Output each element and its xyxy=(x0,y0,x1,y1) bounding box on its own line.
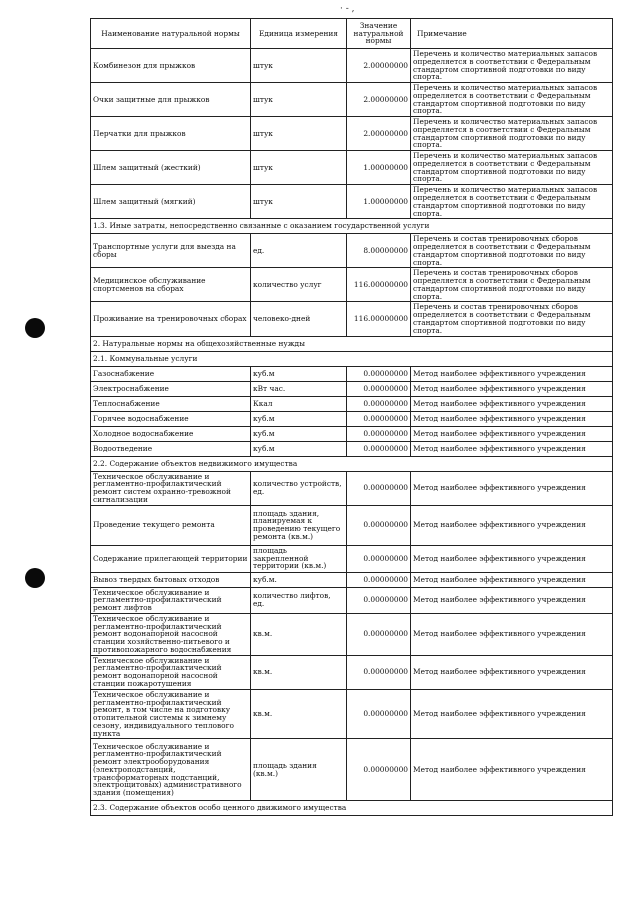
cell-note: Метод наиболее эффективного учреждения xyxy=(411,572,613,587)
cell-name: Техническое обслуживание и регламентно-профилактический ремонт водонапорной насосной станции хозяйственно-питьевого и противопожарного водоснабжения xyxy=(91,613,251,655)
section-2-2-title: 2.2. Содержание объектов недвижимого имущества xyxy=(91,456,613,471)
table-row xyxy=(91,302,613,336)
cell-value: 0.00000000 xyxy=(347,587,411,613)
cell-value: 0.00000000 xyxy=(347,441,411,456)
cell-note: Метод наиболее эффективного учреждения xyxy=(411,441,613,456)
table-row xyxy=(91,366,613,381)
cell-value: 0.00000000 xyxy=(347,572,411,587)
cell-unit: штук xyxy=(251,185,347,219)
cell-unit: штук xyxy=(251,151,347,185)
cell-unit: количество устройств, ед. xyxy=(251,471,347,505)
cell-unit: площадь здания, планируемая к проведению текущего ремонта (кв.м.) xyxy=(251,505,347,545)
cell-value: 0.00000000 xyxy=(347,381,411,396)
cell-value: 0.00000000 xyxy=(347,739,411,801)
cell-note: Перечень и состав тренировочных сборов определяется в соответствии с Федеральным стандартом спортивной подготовки по виду спорта. xyxy=(411,302,613,336)
cell-value: 0.00000000 xyxy=(347,471,411,505)
section-1-3-title: 1.3. Иные затраты, непосредственно связанные с оказанием государственной услуги xyxy=(91,219,613,234)
cell-name: Теплоснабжение xyxy=(91,396,251,411)
cell-unit: кв.м. xyxy=(251,655,347,689)
table-row xyxy=(91,689,613,739)
table-row xyxy=(91,151,613,185)
cell-unit: кв.м. xyxy=(251,689,347,739)
section-2-title: 2. Натуральные нормы на общехозяйственные нужды xyxy=(91,336,613,351)
cell-value: 2.00000000 xyxy=(347,49,411,83)
cell-name: Техническое обслуживание и регламентно-профилактический ремонт водонапорной насосной станции пожаротушения xyxy=(91,655,251,689)
cell-value: 0.00000000 xyxy=(347,689,411,739)
cell-value: 0.00000000 xyxy=(347,613,411,655)
cell-note: Перечень и количество материальных запасов определяется в соответствии с Федеральным стандартом спортивной подготовки по виду спорта. xyxy=(411,49,613,83)
cell-unit: куб.м. xyxy=(251,572,347,587)
cell-value: 1.00000000 xyxy=(347,151,411,185)
cell-unit: количество лифтов, ед. xyxy=(251,587,347,613)
cell-value: 116.00000000 xyxy=(347,268,411,302)
cell-name: Техническое обслуживание и регламентно-профилактический ремонт, в том числе на подготовку отопительной системы к зимнему сезону, индивидуального теплового пункта xyxy=(91,689,251,739)
cell-name: Шлем защитный (жесткий) xyxy=(91,151,251,185)
cell-note: Метод наиболее эффективного учреждения xyxy=(411,366,613,381)
cell-name: Холодное водоснабжение xyxy=(91,426,251,441)
cell-note: Перечень и состав тренировочных сборов определяется в соответствии с Федеральным стандартом спортивной подготовки по виду спорта. xyxy=(411,268,613,302)
cell-name: Медицинское обслуживание спортсменов на сборах xyxy=(91,268,251,302)
cell-name: Шлем защитный (мягкий) xyxy=(91,185,251,219)
cell-value: 8.00000000 xyxy=(347,234,411,268)
cell-value: 0.00000000 xyxy=(347,505,411,545)
punch-hole xyxy=(25,318,45,338)
cell-note: Перечень и количество материальных запасов определяется в соответствии с Федеральным стандартом спортивной подготовки по виду спорта. xyxy=(411,151,613,185)
cell-name: Очки защитные для прыжков xyxy=(91,83,251,117)
section-row xyxy=(91,456,613,471)
cell-unit: куб.м xyxy=(251,441,347,456)
cell-note: Метод наиболее эффективного учреждения xyxy=(411,655,613,689)
cell-name: Техническое обслуживание и регламентно-профилактический ремонт лифтов xyxy=(91,587,251,613)
section-row xyxy=(91,336,613,351)
cell-value: 0.00000000 xyxy=(347,545,411,572)
cell-name: Электроснабжение xyxy=(91,381,251,396)
cell-unit: человеко-дней xyxy=(251,302,347,336)
cell-note: Метод наиболее эффективного учреждения xyxy=(411,689,613,739)
page-top-marks: · - , xyxy=(340,4,355,14)
section-row xyxy=(91,219,613,234)
cell-name: Проживание на тренировочных сборах xyxy=(91,302,251,336)
cell-value: 0.00000000 xyxy=(347,655,411,689)
cell-unit: ед. xyxy=(251,234,347,268)
cell-unit: площадь закрепленной территории (кв.м.) xyxy=(251,545,347,572)
table-row xyxy=(91,234,613,268)
table-row xyxy=(91,587,613,613)
table-row xyxy=(91,185,613,219)
cell-value: 0.00000000 xyxy=(347,396,411,411)
section-2-1-title: 2.1. Коммунальные услуги xyxy=(91,351,613,366)
table-header-row xyxy=(91,19,613,49)
table-row xyxy=(91,739,613,801)
cell-note: Метод наиболее эффективного учреждения xyxy=(411,471,613,505)
cell-note: Метод наиболее эффективного учреждения xyxy=(411,505,613,545)
header-note: Примечание xyxy=(411,19,613,49)
table-row xyxy=(91,471,613,505)
table-row xyxy=(91,545,613,572)
cell-unit: штук xyxy=(251,49,347,83)
cell-name: Газоснабжение xyxy=(91,366,251,381)
cell-value: 1.00000000 xyxy=(347,185,411,219)
header-name: Наименование натуральной нормы xyxy=(91,19,251,49)
cell-note: Метод наиболее эффективного учреждения xyxy=(411,381,613,396)
cell-value: 0.00000000 xyxy=(347,411,411,426)
table-row xyxy=(91,381,613,396)
cell-unit: кВт час. xyxy=(251,381,347,396)
cell-unit: штук xyxy=(251,117,347,151)
header-unit: Единица измерения xyxy=(251,19,347,49)
cell-note: Метод наиболее эффективного учреждения xyxy=(411,613,613,655)
cell-note: Перечень и количество материальных запасов определяется в соответствии с Федеральным стандартом спортивной подготовки по виду спорта. xyxy=(411,185,613,219)
cell-note: Перечень и количество материальных запасов определяется в соответствии с Федеральным стандартом спортивной подготовки по виду спорта. xyxy=(411,83,613,117)
cell-name: Проведение текущего ремонта xyxy=(91,505,251,545)
table-row xyxy=(91,83,613,117)
cell-name: Водоотведение xyxy=(91,441,251,456)
table-row xyxy=(91,49,613,83)
cell-name: Техническое обслуживание и регламентно-профилактический ремонт электрооборудования (электроподстанций, трансформаторных подстанций, электрощитовых) административного здания (помещения) xyxy=(91,739,251,801)
table-row xyxy=(91,117,613,151)
cell-unit: куб.м xyxy=(251,411,347,426)
cell-unit: штук xyxy=(251,83,347,117)
cell-name: Транспортные услуги для выезда на сборы xyxy=(91,234,251,268)
cell-note: Метод наиболее эффективного учреждения xyxy=(411,739,613,801)
cell-unit: куб.м xyxy=(251,366,347,381)
cell-value: 116.00000000 xyxy=(347,302,411,336)
cell-value: 0.00000000 xyxy=(347,366,411,381)
cell-note: Метод наиболее эффективного учреждения xyxy=(411,411,613,426)
cell-unit: кв.м. xyxy=(251,613,347,655)
cell-unit: куб.м xyxy=(251,426,347,441)
cell-name: Содержание прилегающей территории xyxy=(91,545,251,572)
punch-hole xyxy=(25,568,45,588)
cell-value: 0.00000000 xyxy=(347,426,411,441)
table-row xyxy=(91,655,613,689)
section-row xyxy=(91,801,613,816)
natural-norms-table xyxy=(90,18,613,816)
cell-note: Метод наиболее эффективного учреждения xyxy=(411,587,613,613)
table-row xyxy=(91,268,613,302)
header-value: Значение натуральной нормы xyxy=(347,19,411,49)
cell-name: Комбинезон для прыжков xyxy=(91,49,251,83)
cell-note: Метод наиболее эффективного учреждения xyxy=(411,545,613,572)
section-row xyxy=(91,351,613,366)
cell-note: Перечень и состав тренировочных сборов определяется в соответствии с Федеральным стандартом спортивной подготовки по виду спорта. xyxy=(411,234,613,268)
cell-note: Метод наиболее эффективного учреждения xyxy=(411,426,613,441)
cell-note: Метод наиболее эффективного учреждения xyxy=(411,396,613,411)
cell-value: 2.00000000 xyxy=(347,83,411,117)
table-row xyxy=(91,441,613,456)
cell-unit: Ккал xyxy=(251,396,347,411)
table-row xyxy=(91,572,613,587)
table-row xyxy=(91,505,613,545)
cell-name: Вывоз твердых бытовых отходов xyxy=(91,572,251,587)
section-2-3-title: 2.3. Содержание объектов особо ценного движимого имущества xyxy=(91,801,613,816)
cell-name: Техническое обслуживание и регламентно-профилактический ремонт систем охранно-тревожной сигнализации xyxy=(91,471,251,505)
cell-name: Горячее водоснабжение xyxy=(91,411,251,426)
cell-value: 2.00000000 xyxy=(347,117,411,151)
table-row xyxy=(91,613,613,655)
table-row xyxy=(91,426,613,441)
table-row xyxy=(91,411,613,426)
cell-note: Перечень и количество материальных запасов определяется в соответствии с Федеральным стандартом спортивной подготовки по виду спорта. xyxy=(411,117,613,151)
cell-unit: площадь здания (кв.м.) xyxy=(251,739,347,801)
cell-unit: количество услуг xyxy=(251,268,347,302)
table-row xyxy=(91,396,613,411)
cell-name: Перчатки для прыжков xyxy=(91,117,251,151)
